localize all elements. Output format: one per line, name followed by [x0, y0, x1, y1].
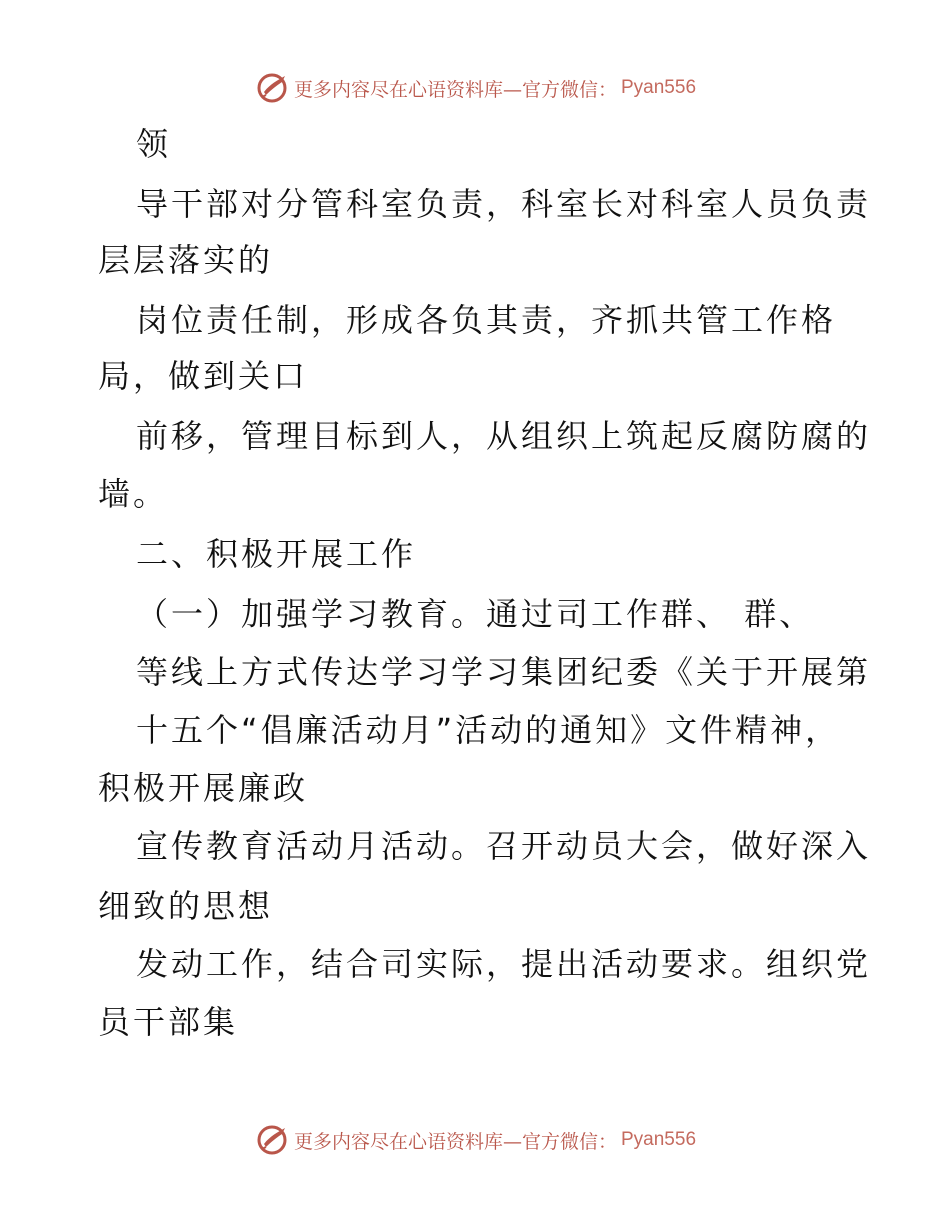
text-line: （一）加强学习教育。通过司工作群、 群、 [136, 595, 815, 633]
section-heading: 二、积极开展工作 [136, 535, 417, 573]
text-line: 宣传教育活动月活动。召开动员大会，做好深入 [136, 827, 872, 865]
footer-text: 更多内容尽在心语资料库—官方微信： [293, 1130, 617, 1153]
text-line: 前移，管理目标到人，从组织上筑起反腐防腐的 [136, 417, 872, 455]
header-text: 更多内容尽在心语资料库—官方微信： [293, 78, 617, 101]
header-watermark [0, 70, 950, 106]
text-line: 积极开展廉政 [98, 769, 309, 807]
text-line: 发动工作，结合司实际，提出活动要求。组织党 [136, 945, 872, 983]
text-line: 员干部集 [98, 1003, 239, 1041]
text-line: 细致的思想 [98, 887, 274, 925]
text-line: 领 [136, 125, 172, 163]
pen-logo-icon [254, 1122, 290, 1158]
text-line: 导干部对分管科室负责，科室长对科室人员负责 [136, 185, 872, 223]
footer-watermark [0, 1122, 950, 1158]
text-line: 墙。 [98, 475, 169, 513]
header-wechat-id: Pyan556 [621, 77, 697, 98]
text-line: 岗位责任制，形成各负其责，齐抓共管工作格 [136, 301, 837, 339]
pen-logo-icon [254, 70, 290, 106]
text-line: 局，做到关口 [98, 357, 309, 395]
text-line: 十五个“倡廉活动月”活动的通知》文件精神， [136, 711, 841, 749]
text-line: 层层落实的 [98, 241, 274, 279]
text-line: 等线上方式传达学习学习集团纪委《关于开展第 [136, 653, 872, 691]
footer-wechat-id: Pyan556 [621, 1129, 697, 1150]
